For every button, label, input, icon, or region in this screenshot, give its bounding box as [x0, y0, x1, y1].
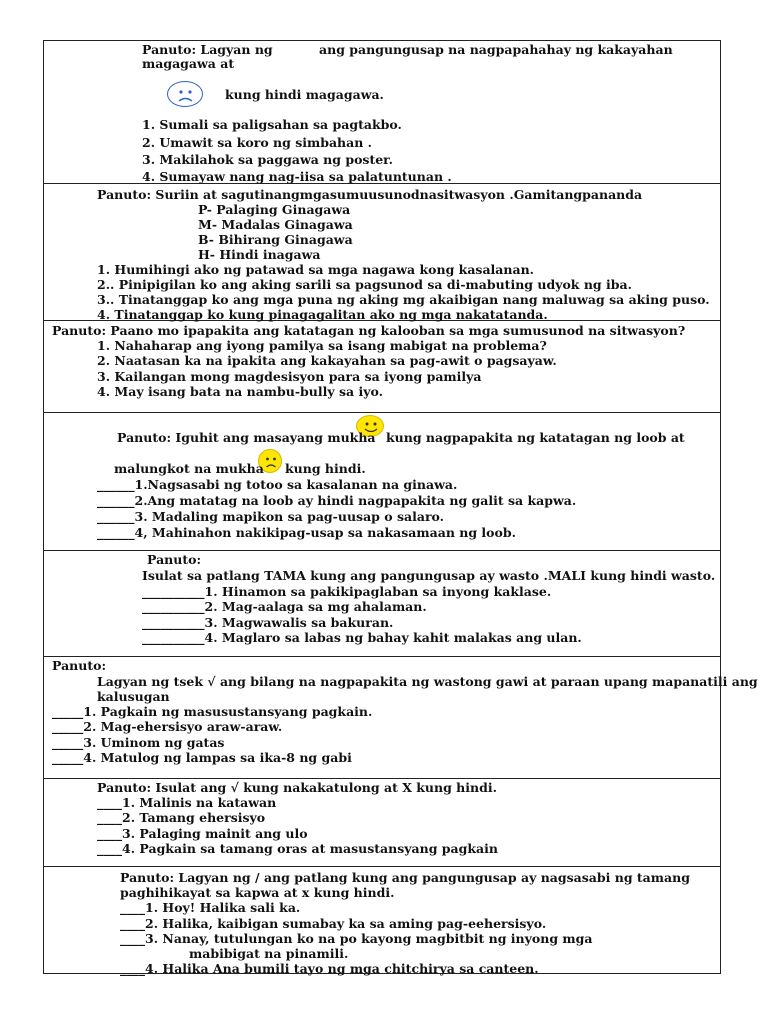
s2-instruction: Panuto: Suriin at sagutinangmgasumuusunodnasitwasyon .Gamitangpananda: [97, 187, 643, 202]
list-item: ______2.Ang matatag na loob ay hindi nagpapakita ng galit sa kapwa.: [97, 493, 577, 508]
list-item: _____2. Mag-ehersisyo araw-araw.: [52, 719, 283, 734]
list-item: 1. Nahaharap ang iyong pamilya sa isang mabigat na problema?: [97, 338, 547, 353]
section-7: [44, 779, 720, 867]
list-item: ______1.Nagsasabi ng totoo sa kasalanan na ginawa.: [97, 477, 458, 492]
list-item: 1. Sumali sa paligsahan sa pagtakbo.: [142, 117, 402, 132]
list-item: 2. Naatasan ka na ipakita ang kakayahan sa pag-awit o pagsayaw.: [97, 353, 557, 368]
list-item: 4. Tinatanggap ko kung pinagagalitan ako ng mga nakatatanda.: [97, 307, 548, 322]
s5-instruction-title: Panuto:: [147, 552, 202, 567]
list-item: ____2. Halika, kaibigan sumabay ka sa aming pag-eehersisyo.: [120, 916, 547, 931]
s5-instruction: Isulat sa patlang TAMA kung ang pangungusap ay wasto .MALI kung hindi wasto.: [142, 568, 716, 583]
s4-instruction-d: kung hindi.: [285, 461, 366, 476]
list-item: ____2. Tamang ehersisyo: [97, 810, 266, 825]
list-item: 2. Umawit sa koro ng simbahan .: [142, 135, 373, 150]
s8-instruction: Panuto: Lagyan ng / ang patlang kung ang pangungusap ay nagsasabi ng tamang: [120, 870, 690, 885]
list-item: _____1. Pagkain ng masusustansyang pagkain.: [52, 704, 373, 719]
list-item: 3.. Tinatanggap ko ang mga puna ng aking mg akaibigan nang maluwag sa aking puso.: [97, 292, 710, 307]
legend-item: H- Hindi inagawa: [198, 247, 321, 262]
list-item: ______4, Mahinahon nakikipag-usap sa nakasamaan ng loob.: [97, 525, 516, 540]
list-item: ____3. Palaging mainit ang ulo: [97, 826, 308, 841]
section-2: [44, 184, 720, 321]
legend-item: P- Palaging Ginagawa: [198, 202, 351, 217]
s4-instruction-c: malungkot na mukha: [114, 461, 264, 476]
section-3: [44, 321, 720, 413]
list-item: ____1. Hoy! Halika sali ka.: [120, 900, 301, 915]
list-item-cont: mabibigat na pinamili.: [189, 946, 349, 961]
s3-instruction: Panuto: Paano mo ipapakita ang katatagan ng kalooban sa mga sumusunod na sitwasyon?: [52, 323, 686, 338]
s1-instruction-c: magagawa at: [142, 56, 235, 71]
sad-face-icon: [167, 81, 203, 107]
section-8: [44, 867, 720, 976]
s1-instruction-b: ang pangungusap na nagpapahahay ng kakayahan: [319, 42, 673, 57]
legend-item: M- Madalas Ginagawa: [198, 217, 353, 232]
section-5: [44, 551, 720, 657]
list-item: 3. Makilahok sa paggawa ng poster.: [142, 152, 393, 167]
list-item: __________2. Mag-aalaga sa mg ahalaman.: [142, 599, 427, 614]
s8-instruction-cont: paghihikayat sa kapwa at x kung hindi.: [120, 885, 395, 900]
list-item: __________1. Hinamon sa pakikipaglaban sa inyong kaklase.: [142, 584, 552, 599]
s6-instruction-title: Panuto:: [52, 658, 107, 673]
list-item: ______3. Madaling mapikon sa pag-uusap o salaro.: [97, 509, 444, 524]
list-item: __________4. Maglaro sa labas ng bahay kahit malakas ang ulan.: [142, 630, 582, 645]
s4-instruction-a: Panuto: Iguhit ang masayang mukha: [117, 430, 376, 445]
list-item: ____4. Pagkain sa tamang oras at masustansyang pagkain: [97, 841, 498, 856]
section-4: [44, 413, 720, 551]
list-item: _____3. Uminom ng gatas: [52, 735, 225, 750]
list-item: 3. Kailangan mong magdesisyon para sa iyong pamilya: [97, 369, 482, 384]
section-6: [44, 657, 758, 779]
list-item: ____4. Halika Ana bumili tayo ng mga chitchirya sa canteen.: [120, 961, 539, 976]
list-item: _____4. Matulog ng lampas sa ika-8 ng gabi: [52, 750, 352, 765]
list-item: 2.. Pinipigilan ko ang aking sarili sa pagsunod sa di-mabuting udyok ng iba.: [97, 277, 632, 292]
list-item: ____1. Malinis na katawan: [97, 795, 277, 810]
list-item: __________3. Magwawalis sa bakuran.: [142, 615, 394, 630]
section-1: [44, 41, 720, 184]
list-item: 4. Sumayaw nang nag-iisa sa palatuntunan .: [142, 169, 452, 184]
list-item: 4. May isang bata na nambu-bully sa iyo.: [97, 384, 383, 399]
s7-instruction: Panuto: Isulat ang √ kung nakakatulong at X kung hindi.: [97, 780, 497, 795]
worksheet: [43, 40, 758, 976]
s4-instruction-b: kung nagpapakita ng katatagan ng loob at: [386, 430, 685, 445]
s6-instruction: Lagyan ng tsek √ ang bilang na nagpapakita ng wastong gawi at paraan upang mapanatili ang: [97, 674, 758, 689]
s1-instruction-d: kung hindi magagawa.: [225, 87, 384, 102]
s1-instruction-a: Panuto: Lagyan ng: [142, 42, 273, 57]
list-item: ____3. Nanay, tutulungan ko na po kayong magbitbit ng inyong mga: [120, 931, 593, 946]
list-item: 1. Humihingi ako ng patawad sa mga nagawa kong kasalanan.: [97, 262, 535, 277]
legend-item: B- Bihirang Ginagawa: [198, 232, 353, 247]
s6-instruction-cont: kalusugan: [97, 689, 170, 704]
